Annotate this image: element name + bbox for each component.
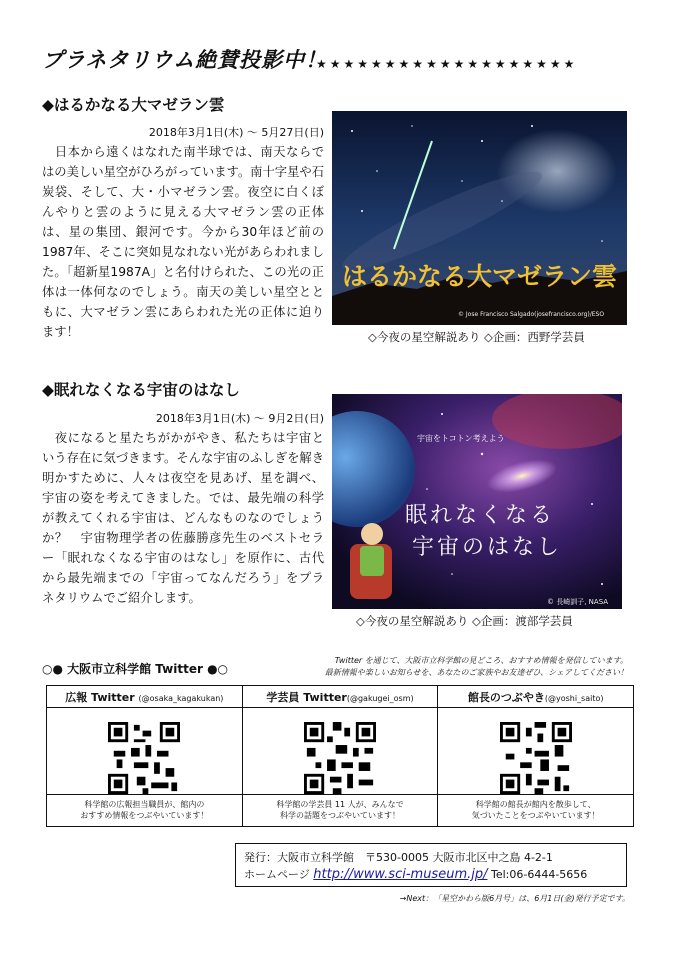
show1-title: ◆はるかなる大マゼラン雲 bbox=[42, 96, 225, 114]
qr-code-icon[interactable] bbox=[304, 722, 376, 794]
account-header: 館長のつぶやき(@yoshi_saito) bbox=[438, 686, 633, 708]
show1-body: 日本から遠くはなれた南半球では、南天ならではの美しい星空がひろがっています。南十字星や石炭袋、そして、大・小マゼラン雲。夜空に白くぼんやりと雲のように見える大マゼラン雲の正体は、星の集団、銀河です。今から30年ほど前の1987年、そこに突如見なれない光があらわれました。「超新星1987A」と名付けられた、この光の正体は一体何なのでしょう。南天の美しい星空とともに、大マゼラン雲にあらわれた光の正体に迫ります！ bbox=[42, 145, 324, 339]
show2-body: 夜になると星たちがかがやき、私たちは宇宙という存在に気づきます。そんな宇宙のふしぎを解き明かすために、人々は夜空を見あげ、星を調べ、宇宙の姿を考えてきました。では、最先端の科学が教えてくれる宇宙は、どんなものなのでしょうか？ 宇宙物理学者の佐藤勝彦先生のベストセラー「眠れなくなる宇宙のはなし」を原作に、古代から最先端までの「宇宙ってなんだろう」をプラネタリウムでご紹介します。 bbox=[42, 431, 324, 605]
show1-poster-title: はるかなる大マゼラン雲 bbox=[342, 262, 618, 291]
account-header: 学芸員 Twitter(@gakugei_osm) bbox=[243, 686, 438, 708]
twitter-account-director bbox=[438, 686, 633, 826]
twitter-account-gakugei bbox=[243, 686, 439, 826]
show1-caption: ◇今夜の星空解説あり ◇企画：西野学芸員 bbox=[368, 330, 585, 344]
next-issue-note: →Next：「星空かわら版6月号」は、6月1日(金)発行予定です。 bbox=[399, 894, 630, 903]
twitter-heading: ○● 大阪市立科学館 Twitter ●○ bbox=[42, 662, 229, 676]
show2-caption: ◇今夜の星空解説あり ◇企画：渡部学芸員 bbox=[356, 614, 573, 628]
account-description: 科学館の館長が館内を散歩して、 気づいたことをつぶやいています！ bbox=[438, 794, 633, 826]
twitter-account-koho bbox=[47, 686, 243, 826]
page-title: プラネタリウム絶賛投影中！ bbox=[42, 48, 328, 72]
homepage-link[interactable]: http://www.sci-museum.jp/ bbox=[313, 867, 488, 882]
publisher-address: 発行：大阪市立科学館 〒530-0005 大阪市北区中之島 4-2-1 bbox=[244, 851, 553, 864]
star-divider: ★★★★★★★★★★★★★★★★★★★ bbox=[316, 57, 578, 71]
account-description: 科学館の広報担当職員が、館内の おすすめ情報をつぶやいています！ bbox=[47, 794, 242, 826]
show2-date: 2018年3月1日(木) ～ 9月2日(日) bbox=[155, 412, 324, 425]
show2-poster-image bbox=[332, 394, 622, 609]
show1-poster-image bbox=[332, 111, 627, 325]
qr-code-icon[interactable] bbox=[108, 722, 180, 794]
show2-poster-subtitle: 宇宙をトコトン考えよう bbox=[417, 434, 505, 443]
publisher-contact: ホームページ http://www.sci-museum.jp/ Tel:06-6444-5656 bbox=[244, 867, 588, 882]
show1-image-credit: © Jose Francisco Salgado(josefrancisco.org)/ESO bbox=[458, 311, 605, 318]
twitter-accounts-table bbox=[46, 685, 634, 827]
show2-image-credit: © 長崎訓子, NASA bbox=[547, 598, 609, 606]
publisher-info bbox=[235, 843, 627, 887]
show2-poster-title-line2: 宇宙のはなし bbox=[412, 535, 563, 560]
twitter-note: Twitter を通じて、大阪市立科学館の見どころ、おすすめ情報を発信しています。 最新情報や楽しいお知らせを、あなたのご家族やお友達ぜひ、シェアしてください！ bbox=[324, 656, 628, 677]
qr-code-icon[interactable] bbox=[500, 722, 572, 794]
show2-poster-title-line1: 眠れなくなる bbox=[405, 503, 556, 528]
show2-title: ◆眠れなくなる宇宙のはなし bbox=[42, 381, 240, 399]
account-description: 科学館の学芸員 11 人が、みんなで 科学の話題をつぶやいています！ bbox=[243, 794, 438, 826]
account-header: 広報 Twitter (@osaka_kagakukan) bbox=[47, 686, 242, 708]
publisher-tel: Tel:06-6444-5656 bbox=[490, 868, 588, 881]
show1-date: 2018年3月1日(木) ～ 5月27日(日) bbox=[148, 126, 324, 139]
